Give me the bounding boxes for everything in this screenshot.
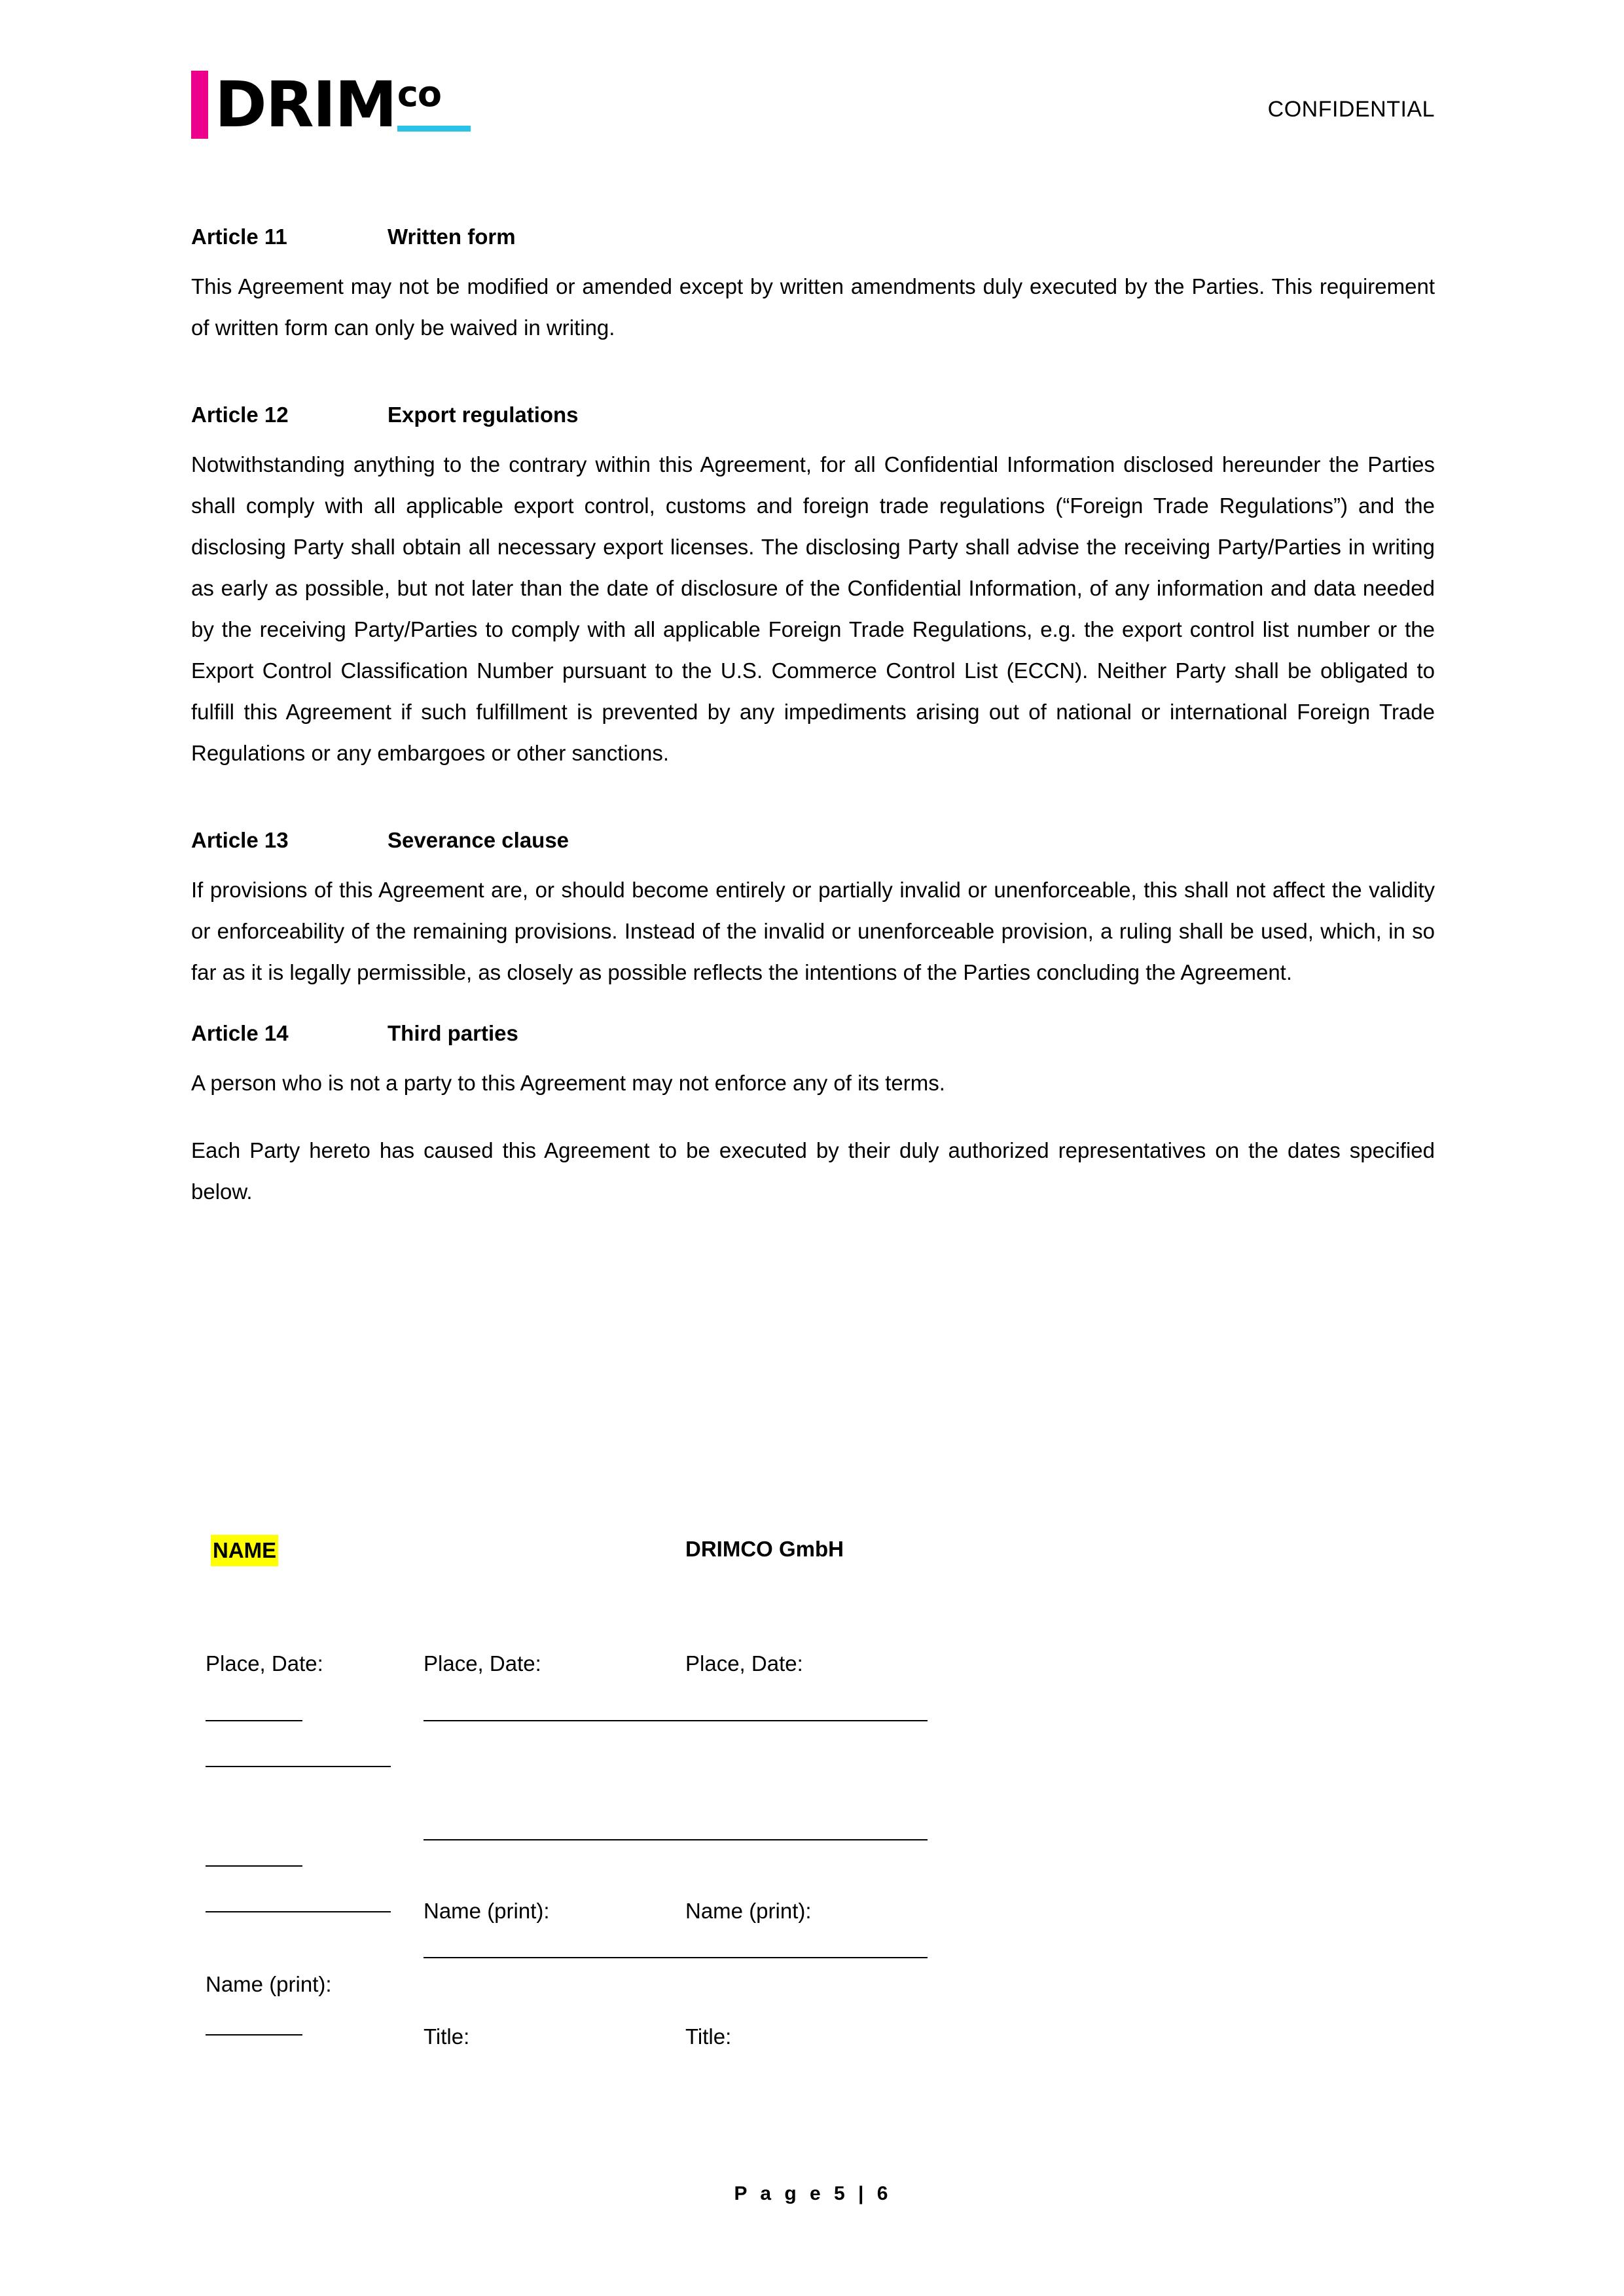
article-number-12: Article 12 [191, 403, 289, 427]
signature-rule-2a [424, 1839, 928, 1840]
logo-underline-bar [397, 126, 471, 132]
article-heading-11 [191, 223, 1435, 251]
article-number-11: Article 11 [191, 224, 287, 249]
signature-rule-2b [206, 1865, 302, 1867]
article-title-11: Written form [388, 224, 516, 249]
signature-grid [191, 1649, 1435, 2068]
article-title-14: Third parties [388, 1021, 518, 1045]
article-heading-13 [191, 826, 1435, 855]
signature-block [191, 1535, 1435, 2068]
signature-rule-3a [424, 1957, 928, 1958]
article-title-13: Severance clause [388, 828, 569, 852]
party-two-name: DRIMCO GmbH [685, 1537, 844, 1561]
document-body [191, 223, 1435, 1242]
party-one-name-highlight: NAME [211, 1535, 278, 1566]
article-number-13: Article 13 [191, 828, 289, 852]
logo-wordmark: DRIM [215, 68, 396, 141]
logo-suffix: co [397, 73, 441, 115]
article-heading-12 [191, 401, 1435, 429]
signature-rule-1a [206, 1720, 302, 1721]
signature-rule-1c [206, 1766, 391, 1767]
section-spacer [191, 804, 1435, 826]
article-paragraph-14-2: Each Party hereto has caused this Agreement to be executed by their duly authorized representatives on the dates specified below. [191, 1138, 1435, 1204]
place-date-label-2: Place, Date: [424, 1651, 541, 1676]
name-print-label-3: Name (print): [685, 1899, 812, 1923]
article-heading-14 [191, 1019, 1435, 1048]
signature-rule-3b [206, 2034, 302, 2036]
title-label-2: Title: [685, 2024, 732, 2049]
name-print-label-1: Name (print): [206, 1972, 332, 1996]
page-footer: P a g e 5 | 6 [734, 2183, 892, 2204]
place-date-label-1: Place, Date: [206, 1651, 323, 1676]
logo-suffix-group [397, 71, 471, 132]
drimco-logo [191, 68, 471, 149]
section-spacer [191, 378, 1435, 401]
article-paragraph-14-1: A person who is not a party to this Agreement may not enforce any of its terms. [191, 1071, 945, 1095]
article-paragraph-12-1: Notwithstanding anything to the contrary within this Agreement, for all Confidential Information disclosed hereunder the Parties shall comply with all applicable export control, customs and foreign trade regulations (“Foreign Trade Regulations”) and the disclosing Party shall obtain all necessary export licenses. The disclosing Party shall advise the receiving Party/Parties in writing as early as possible, but not later than the date of disclosure of the Confidential Information, of any information and data needed by the receiving Party/Parties to comply with all applicable Foreign Trade Regulations, e.g. the export control list number or the Export Control Classification Number pursuant to the U.S. Commerce Control List (ECCN). Neither Party shall be obligated to fulfill this Agreement if such fulfillment is prevented by any impediments arising out of national or international Foreign Trade Regulations or any embargoes or other sanctions. [191, 452, 1435, 765]
signature-party-names [191, 1535, 1435, 1581]
article-number-14: Article 14 [191, 1021, 289, 1045]
title-label-1: Title: [424, 2024, 470, 2049]
place-date-label-3: Place, Date: [685, 1651, 803, 1676]
article-paragraph-13-1: If provisions of this Agreement are, or should become entirely or partially invalid or unenforceable, this shall not affect the validity or enforceability of the remaining provisions. Instead of the invalid or unenforceable provision, a ruling shall be used, which, in so far as it is legally permissible, as closely as possible reflects the intentions of the Parties concluding the Agreement. [191, 878, 1435, 984]
signature-rule-1b [424, 1720, 928, 1721]
article-paragraph-11-1: This Agreement may not be modified or amended except by written amendments duly executed by the Parties. This requirement of written form can only be waived in writing. [191, 274, 1435, 340]
name-print-label-2: Name (print): [424, 1899, 550, 1923]
logo-accent-bar [191, 71, 208, 139]
signature-rule-2c [206, 1911, 391, 1912]
article-title-12: Export regulations [388, 403, 579, 427]
confidential-label: CONFIDENTIAL [1267, 97, 1435, 122]
page-header [191, 65, 1435, 157]
